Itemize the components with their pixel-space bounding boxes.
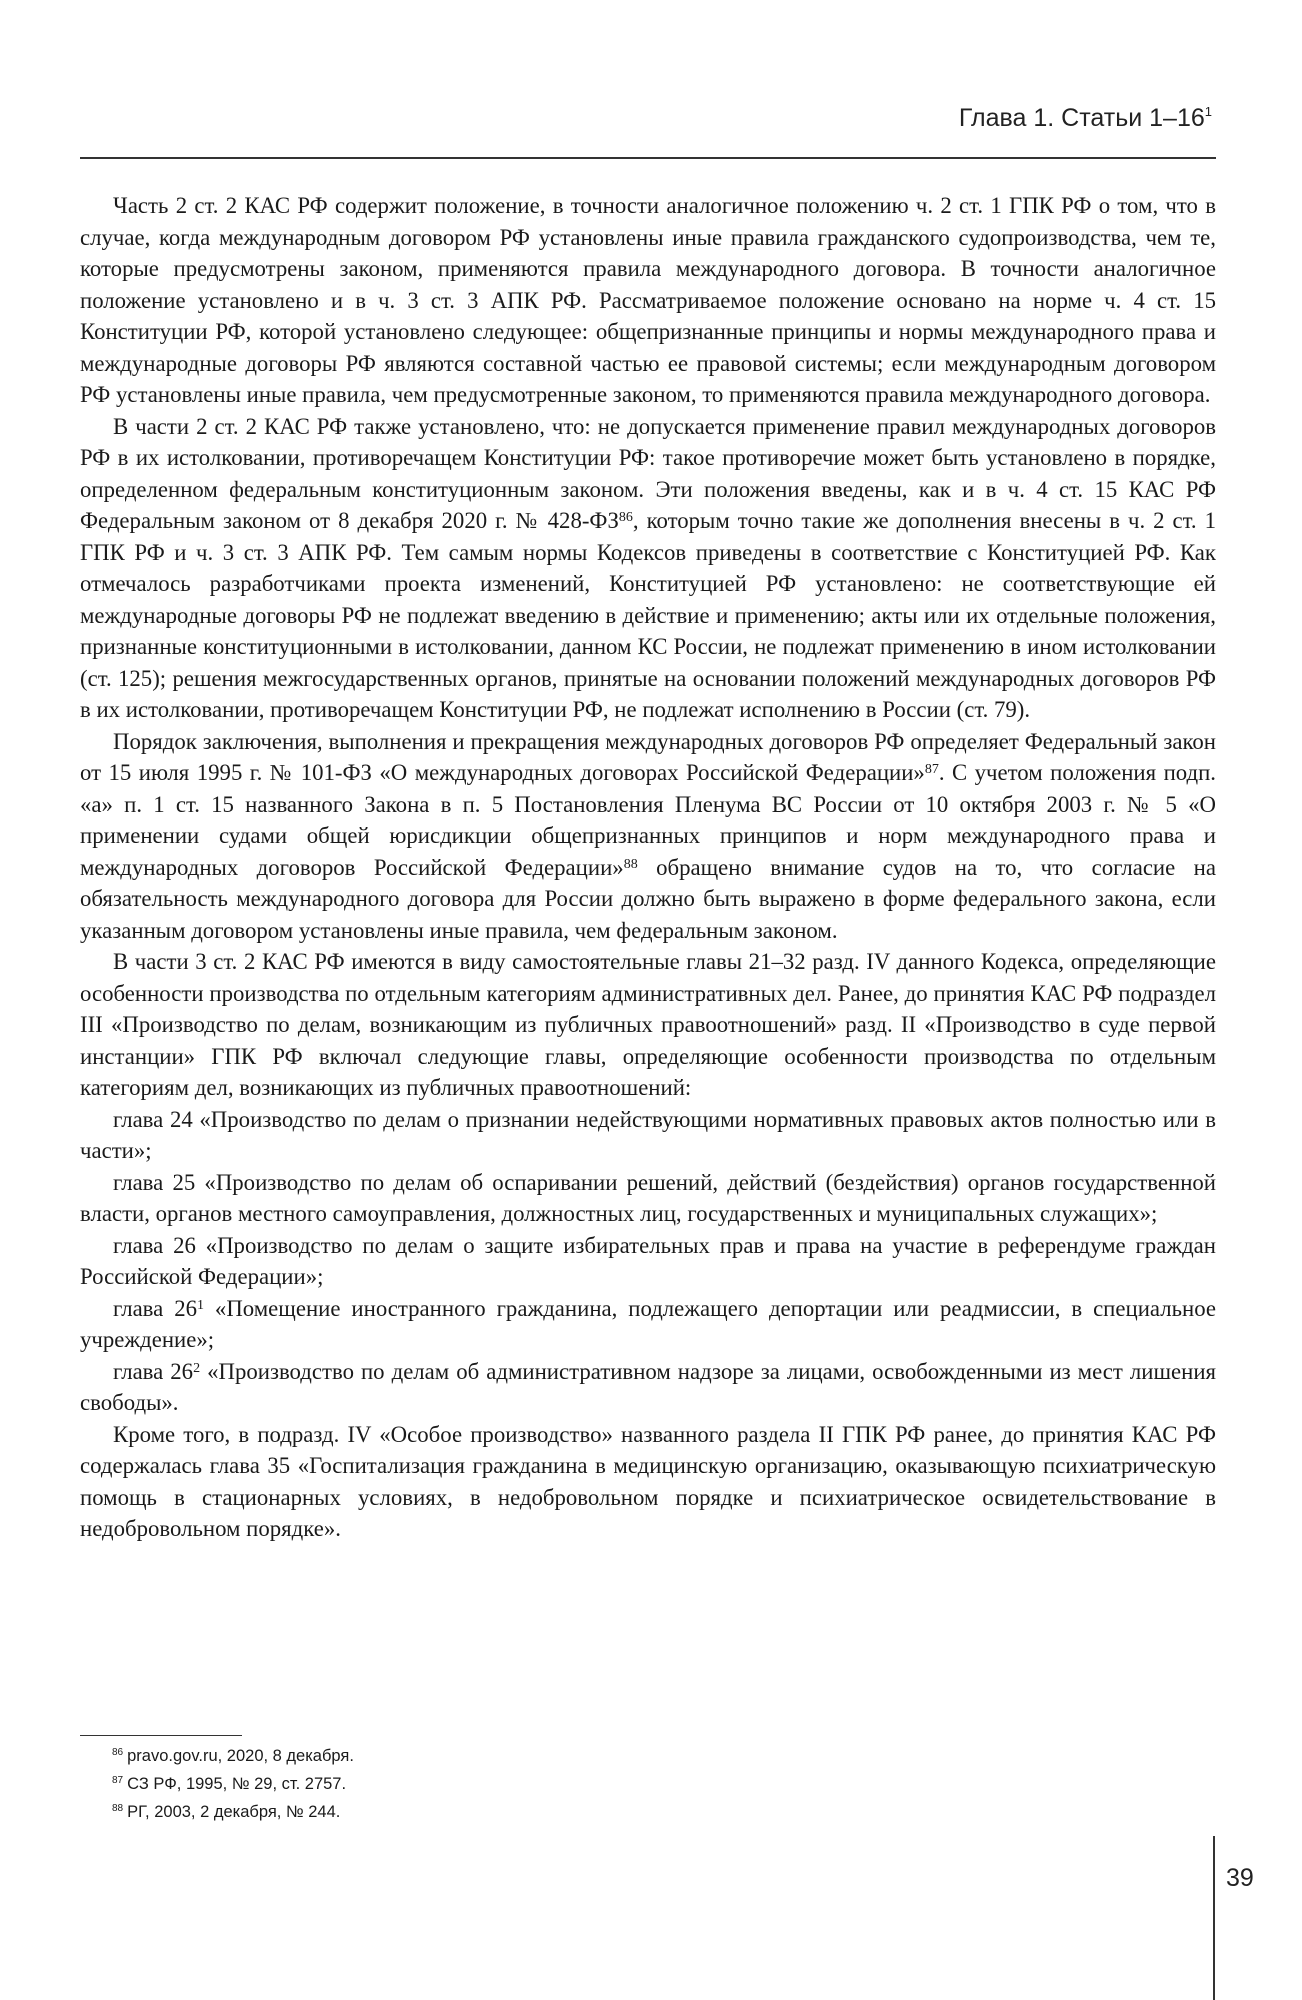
footnote-text: РГ, 2003, 2 декабря, № 244.: [127, 1803, 341, 1821]
header-divider: [80, 157, 1216, 159]
footnote-text: СЗ РФ, 1995, № 29, ст. 2757.: [127, 1775, 347, 1793]
chapter-list-item: глава 25 «Производство по делам об оспаривании решений, действий (бездействия) органов государственной власти, органов местного самоуправления, должностных лиц, государственных и муниципальных служащих»;: [80, 1169, 1216, 1226]
paragraph-text: В части 2 ст. 2 КАС РФ также установлено, что: не допускается применение правил международных договоров РФ в их истолковании, противоречащем Конституции РФ: такое противоречие может быть установлено в порядке, определенном федеральным конституционным законом. Эти положения введены, как и в ч. 4 ст. 15 КАС РФ Федеральным законом от 8 декабря 2020 г. № 428-ФЗ: [80, 413, 1216, 533]
header-title: Глава 1. Статьи 1–16: [958, 104, 1205, 132]
page-number: 39: [1226, 1864, 1254, 1892]
footnote-ref[interactable]: 88: [623, 856, 638, 872]
paragraph-text: глава 26: [113, 1295, 197, 1321]
paragraph: Часть 2 ст. 2 КАС РФ содержит положение, в точности аналогичное положению ч. 2 ст. 1 ГПК РФ о том, что в случае, когда международным договором РФ установлены иные правила гражданского судопроизводства, чем те, которые предусмотрены законом, применяются правила международного договора. В точности аналогичное положение установлено и в ч. 3 ст. 3 АПК РФ. Рассматриваемое положение основано на норме ч. 4 ст. 15 Конституции РФ, которой установлено следующее: общепризнанные принципы и нормы международного права и международные договоры РФ являются составной частью ее правовой системы; если международным договором РФ установлены иные правила, чем предусмотренные законом, то применяются правила международного договора.: [80, 193, 1216, 407]
page-number-divider: [1213, 1836, 1215, 2000]
paragraph-text: «Помещение иностранного гражданина, подлежащего депортации или реадмиссии, в специальное учреждение»;: [80, 1295, 1216, 1352]
footnote-text: pravo.gov.ru, 2020, 8 декабря.: [127, 1747, 354, 1765]
paragraph-text: Порядок заключения, выполнения и прекращения международных договоров РФ определяет Федеральный закон от 15 июля 1995 г. № 101-ФЗ «О международных договорах Российской Федерации»: [80, 728, 1216, 785]
paragraph-text: «Производство по делам об административном надзоре за лицами, освобожденными из мест лишения свободы».: [80, 1358, 1216, 1415]
footnote-ref[interactable]: 87: [924, 762, 939, 777]
chapter-list-item: [80, 1293, 1216, 1356]
paragraph: [80, 726, 1216, 947]
chapter-list-item: глава 26 «Производство по делам о защите избирательных прав и права на участие в референдуме граждан Российской Федерации»;: [80, 1232, 1216, 1289]
chapter-list-item: глава 24 «Производство по делам о признании недействующими нормативных правовых актов полностью или в части»;: [80, 1106, 1216, 1163]
paragraph: [80, 411, 1216, 726]
footnote-number: 88: [112, 1803, 124, 1814]
footnote: [112, 1798, 354, 1826]
paragraph: Кроме того, в подразд. IV «Особое производство» названного раздела II ГПК РФ ранее, до принятия КАС РФ содержалась глава 35 «Госпитализация гражданина в медицинскую организацию, оказывающую психиатрическую помощь в стационарных условиях, в недобровольном порядке и психиатрическое освидетельствование в недобровольном порядке».: [80, 1421, 1216, 1541]
paragraph-text: глава 26: [113, 1358, 194, 1384]
running-header: [959, 104, 1212, 133]
chapter-superscript: 1: [197, 1297, 204, 1313]
paragraph-text: . С учетом положения подп. «а» п. 1 ст. 15 названного Закона в п. 5 Постановления Пленума ВС России от 10 октября 2003 г. № 5 «О применении судами общей юрисдикции общепризнанных принципов и норм международного права и международных договоров Российской Федерации»: [80, 760, 1217, 880]
footnote-ref[interactable]: 86: [618, 510, 633, 525]
footnote: [112, 1770, 354, 1798]
header-title-superscript: 1: [1204, 104, 1212, 119]
paragraph: В части 3 ст. 2 КАС РФ имеются в виду самостоятельные главы 21–32 разд. IV данного Кодекса, определяющие особенности производства по отдельным категориям административных дел. Ранее, до принятия КАС РФ подраздел III «Производство по делам, возникающим из публичных правоотношений» разд. II «Производство в суде первой инстанции» ГПК РФ включал следующие главы, определяющие особенности производства по отдельным категориям дел, возникающих из публичных правоотношений:: [80, 949, 1216, 1100]
body-text: [80, 190, 1216, 1545]
paragraph-text: обращено внимание судов на то, что согласие на обязательность международного договора для России должно быть выражено в форме федерального закона, если указанным договором установлены иные правила, чем федеральным законом.: [80, 854, 1216, 943]
paragraph-text: , которым точно такие же дополнения внесены в ч. 2 ст. 1 ГПК РФ и ч. 3 ст. 3 АПК РФ. Тем самым нормы Кодексов приведены в соответствие с Конституцией РФ. Как отмечалось разработчиками проекта изменений, Конституцией РФ установлено: не соответствующие ей международные договоры РФ не подлежат введению в действие и применению; акты или их отдельные положения, признанные конституционными в истолковании, данном КС России, не подлежат применению в ином истолковании (ст. 125); решения межгосударственных органов, принятые на основании положений международных договоров РФ в их истолковании, противоречащем Конституции РФ, не подлежат исполнению в России (ст. 79).: [80, 508, 1217, 722]
footnote-divider: [80, 1735, 242, 1736]
footnote-number: 87: [112, 1775, 124, 1786]
chapter-list-item: [80, 1356, 1216, 1419]
footnote-number: 86: [112, 1747, 124, 1758]
chapter-superscript: 2: [193, 1360, 201, 1376]
footnotes: [112, 1742, 354, 1826]
footnote: [112, 1742, 354, 1770]
